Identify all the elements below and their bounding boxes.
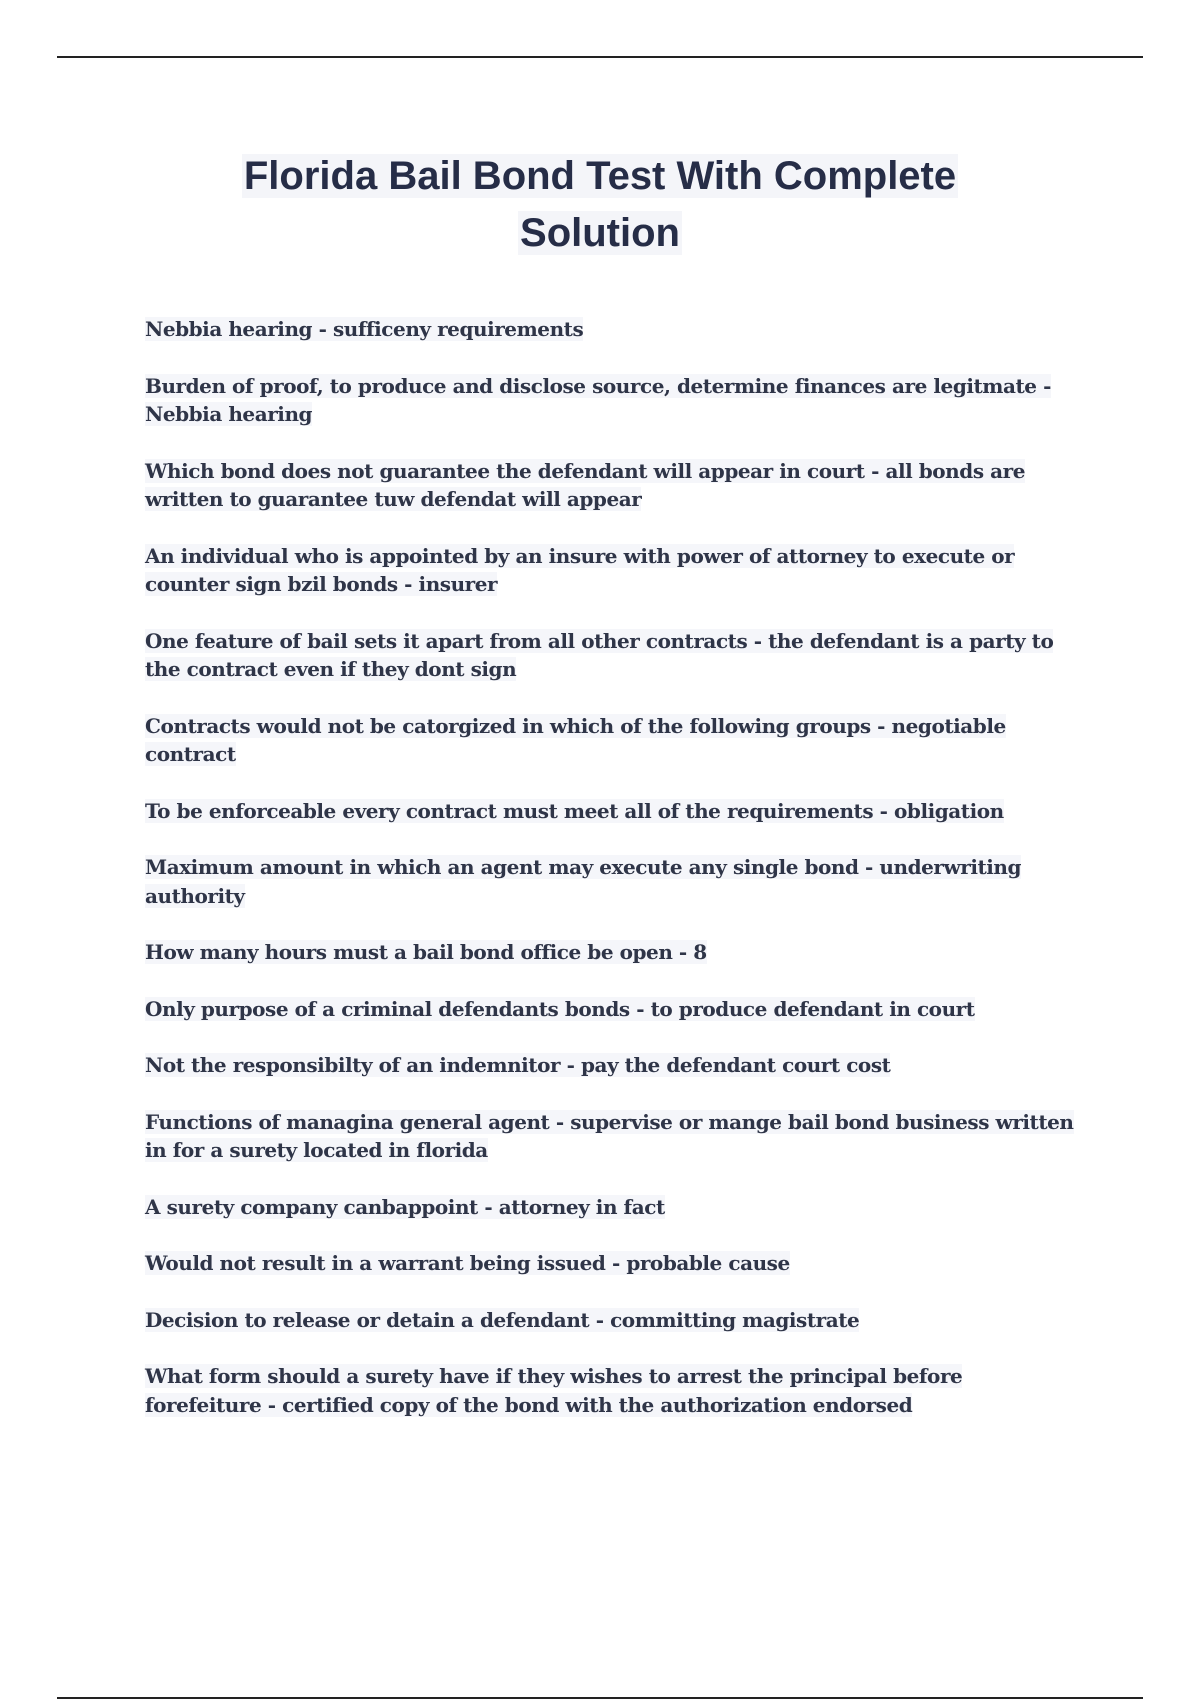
qa-item-8: Maximum amount in which an agent may execute any single bond - underwriting authority — [145, 855, 1022, 908]
page-title — [0, 148, 1200, 262]
qa-item-3: Which bond does not guarantee the defendant will appear in court - all bonds are written to guarantee tuw defendat will appear — [145, 458, 1026, 511]
qa-item-11: Not the responsibilty of an indemnitor - pay the defendant court cost — [145, 1053, 891, 1077]
qa-item-16: What form should a surety have if they wishes to arrest the principal before forefeiture - certified copy of the bond with the authorization endorsed — [145, 1364, 963, 1417]
qa-item-1: Nebbia hearing - sufficeny requirements — [145, 317, 584, 341]
qa-item-15: Decision to release or detain a defendant - committing magistrate — [145, 1307, 860, 1332]
qa-item-5: One feature of bail sets it apart from all other contracts - the defendant is a party to the contract even if they dont sign — [145, 628, 1054, 681]
qa-item-6: Contracts would not be catorgized in which of the following groups - negotiable contract — [145, 713, 1006, 766]
qa-item-10: Only purpose of a criminal defendants bonds - to produce defendant in court — [145, 996, 975, 1021]
qa-item-13: A surety company canbappoint - attorney in fact — [145, 1194, 665, 1219]
qa-item-4: An individual who is appointed by an insure with power of attorney to execute or counter sign bzil bonds - insurer — [145, 543, 1015, 596]
question-answer-list — [145, 315, 1080, 1447]
qa-item-9: How many hours must a bail bond office be open - 8 — [145, 940, 707, 964]
qa-item-14: Would not result in a warrant being issued - probable cause — [145, 1251, 790, 1275]
qa-item-2: Burden of proof, to produce and disclose source, determine finances are legitmate - Nebbia hearing — [145, 373, 1051, 426]
bottom-rule — [57, 1697, 1143, 1699]
qa-item-7: To be enforceable every contract must meet all of the requirements - obligation — [145, 798, 1004, 823]
qa-item-12: Functions of managina general agent - supervise or mange bail bond business written in for a surety located in florida — [145, 1109, 1074, 1162]
top-rule — [57, 56, 1143, 58]
title-line-2: Solution — [520, 211, 680, 255]
title-line-1: Florida Bail Bond Test With Complete — [243, 154, 957, 198]
